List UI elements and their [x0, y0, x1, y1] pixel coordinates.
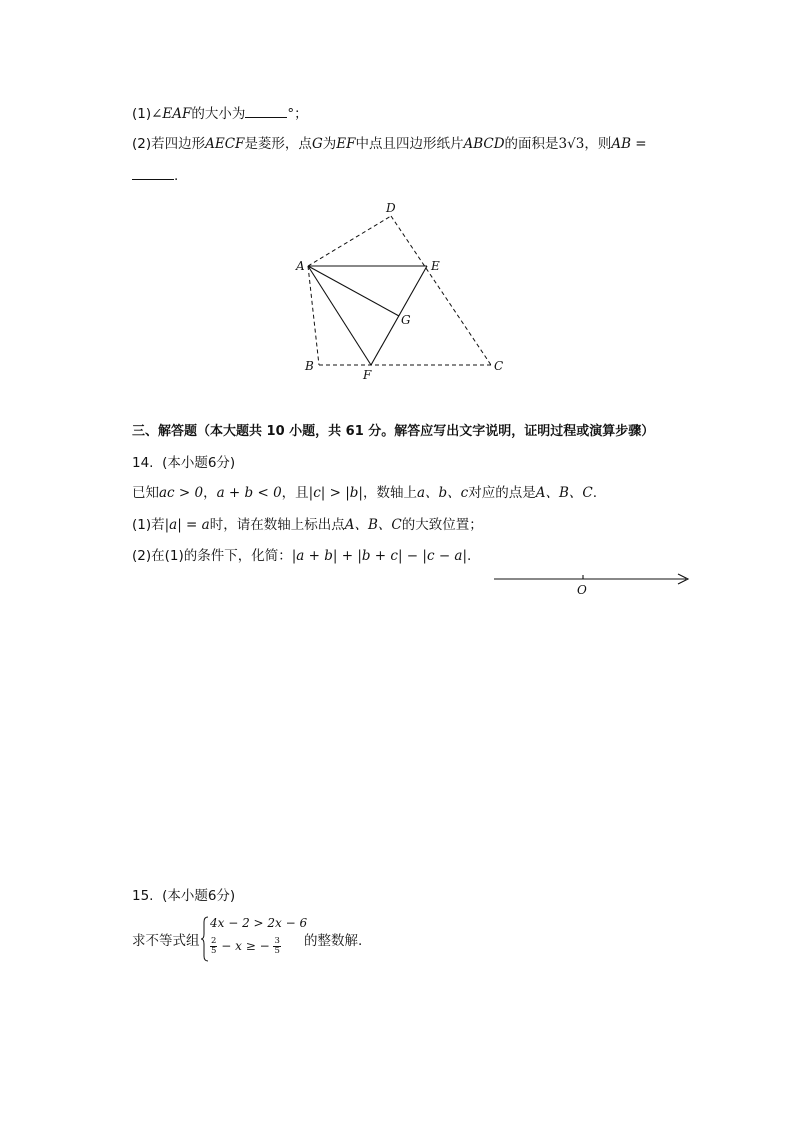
q13-part2-answer-line [132, 166, 178, 186]
q14-part1-end: 的大致位置； [401, 517, 483, 533]
geometry-figure [290, 196, 520, 386]
q14-part1-prefix: (1)若 [132, 517, 165, 533]
q13-part2-text3: 中点且四边形纸片 [355, 136, 464, 152]
label-f: F [363, 368, 372, 382]
q13-answer-blank-1[interactable] [245, 117, 287, 118]
q13-part2-prefix: (2)若四边形 [132, 136, 206, 152]
q14-part1-text: 时，请在数轴上标出点 [209, 517, 345, 533]
label-b: B [305, 359, 314, 373]
label-e: E [431, 259, 440, 273]
fraction-three-fifths [273, 937, 280, 956]
q13-part1-text: 的大小为 [191, 106, 246, 122]
q15-number: 15. [132, 888, 154, 904]
inequality-1: 4x − 2 > 2x − 6 [210, 916, 308, 930]
fraction-numerator: 3 [274, 936, 280, 946]
inequality-system [200, 916, 320, 962]
q13-part1 [132, 104, 308, 124]
q13-part2-text1: 是菱形，点 [244, 136, 312, 152]
q13-part1-suffix: °； [287, 106, 308, 122]
q13-part2-end: . [174, 168, 179, 184]
label-g: G [401, 313, 411, 327]
q14-cond-end: . [592, 485, 598, 501]
q14-cond-3: |c| > |b| [308, 485, 363, 501]
q14-part1-points: A、B、C [344, 517, 402, 533]
origin-label: O [577, 583, 587, 597]
q13-angle-eaf: ∠EAF [151, 106, 192, 122]
edge-dc [391, 216, 491, 365]
label-d: D [386, 201, 396, 215]
q13-segment-ab: AB [611, 136, 631, 152]
q14-cond-prefix: 已知 [132, 485, 159, 501]
q14-cond-vars: a、b、c [416, 485, 469, 501]
q15-prompt-prefix: 求不等式组 [132, 933, 200, 949]
q13-shape-abcd: ABCD [463, 136, 505, 152]
q14-cond-text: ，数轴上 [362, 485, 417, 501]
fraction-denominator: 5 [211, 946, 217, 956]
q14-part2-expr: |a + b| + |b + c| − |c − a| [291, 548, 468, 564]
q14-cond-sep1: ， [203, 485, 217, 501]
edge-ad [308, 216, 391, 266]
q13-point-g: G [311, 136, 323, 152]
q14-cond-text2: 对应的点是 [468, 485, 536, 501]
inequality-2 [210, 937, 281, 956]
q14-header [132, 453, 235, 473]
segment-ag [308, 266, 399, 316]
q13-answer-blank-2[interactable] [132, 179, 174, 180]
inequality-2-middle: − x ≥ − [221, 939, 270, 953]
q13-part1-prefix: (1) [132, 106, 152, 122]
label-a: A [296, 259, 305, 273]
q13-part2-text2: 为 [322, 136, 337, 152]
q14-conditions [132, 483, 597, 503]
q14-part1 [132, 515, 483, 535]
left-brace-icon [200, 916, 209, 962]
q14-part1-cond: |a| = a [164, 517, 210, 533]
q15-prompt-suffix: 的整数解. [304, 933, 363, 949]
q14-cond-1: ac > 0 [159, 485, 204, 501]
q14-cond-sep2: ，且 [281, 485, 309, 501]
q14-cond-points: A、B、C [535, 485, 593, 501]
q13-area-value: 3√3 [558, 136, 585, 152]
q13-part2-text5: ，则 [584, 136, 612, 152]
q14-score: (本小题6分) [162, 455, 236, 471]
number-line[interactable] [490, 568, 695, 600]
q14-cond-2: a + b < 0 [216, 485, 282, 501]
q13-part2 [132, 134, 647, 154]
q13-part2-text4: 的面积是 [504, 136, 559, 152]
q13-segment-ef: EF [336, 136, 356, 152]
q13-equals: = [631, 136, 647, 152]
q14-part2-end: . [467, 548, 472, 564]
q15-header [132, 886, 235, 906]
label-c: C [494, 359, 504, 373]
q13-shape-aecf: AECF [205, 136, 245, 152]
q14-number: 14. [132, 455, 154, 471]
q14-part2-prefix: (2)在(1)的条件下，化简： [132, 548, 292, 564]
q15-score: (本小题6分) [162, 888, 236, 904]
section3-heading: 三、解答题（本大题共 10 小题，共 61 分。解答应写出文字说明，证明过程或演算步骤） [132, 424, 655, 439]
fraction-numerator: 2 [211, 936, 217, 946]
fraction-two-fifths [210, 937, 217, 956]
q14-part2 [132, 546, 471, 566]
fraction-denominator: 5 [274, 946, 280, 956]
